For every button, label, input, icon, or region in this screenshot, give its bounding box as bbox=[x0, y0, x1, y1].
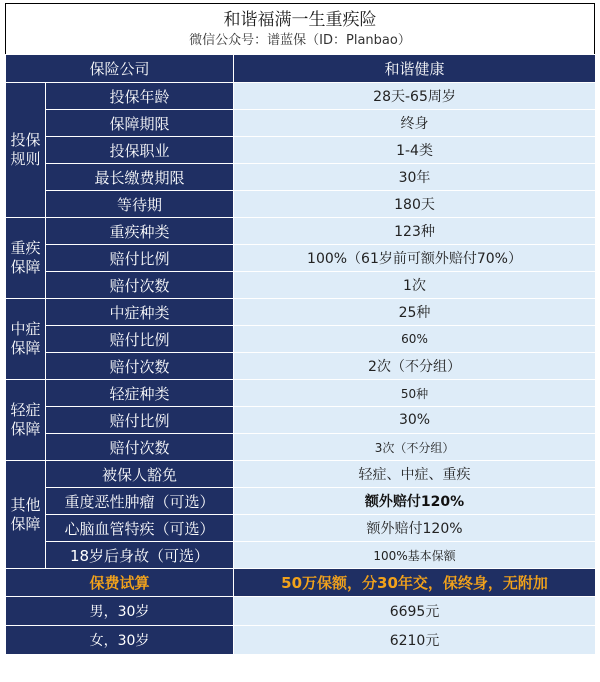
row-value: 100%（61岁前可额外赔付70%） bbox=[234, 245, 596, 272]
row-value: 60% bbox=[234, 326, 596, 353]
row-label: 18岁后身故（可选） bbox=[46, 542, 234, 569]
row-value: 30年 bbox=[234, 164, 596, 191]
row-label: 轻症种类 bbox=[46, 380, 234, 407]
group-critical: 重疾 保障 bbox=[6, 218, 46, 299]
row-value: 终身 bbox=[234, 110, 596, 137]
row-value: 50种 bbox=[234, 380, 596, 407]
table-row bbox=[6, 83, 596, 110]
table-row bbox=[6, 218, 596, 245]
column-product: 和谐健康 bbox=[234, 55, 596, 83]
premium-row-label: 男，30岁 bbox=[6, 597, 234, 626]
page-title: 和谐福满一生重疾险 bbox=[223, 10, 377, 30]
row-label: 等待期 bbox=[46, 191, 234, 218]
premium-row-value: 6695元 bbox=[234, 597, 596, 626]
premium-label: 保费试算 bbox=[6, 569, 234, 597]
table-row bbox=[6, 299, 596, 326]
table-row bbox=[6, 515, 596, 542]
group-medium: 中症 保障 bbox=[6, 299, 46, 380]
table-row bbox=[6, 434, 596, 461]
row-label: 中症种类 bbox=[46, 299, 234, 326]
row-value: 2次（不分组） bbox=[234, 353, 596, 380]
table-row bbox=[6, 272, 596, 299]
row-label: 赔付次数 bbox=[46, 353, 234, 380]
row-label: 最长缴费期限 bbox=[46, 164, 234, 191]
premium-row-value: 6210元 bbox=[234, 626, 596, 655]
premium-row bbox=[6, 626, 596, 655]
row-value: 180天 bbox=[234, 191, 596, 218]
row-label: 赔付比例 bbox=[46, 326, 234, 353]
row-label: 赔付次数 bbox=[46, 434, 234, 461]
group-rules: 投保 规则 bbox=[6, 83, 46, 218]
row-value: 额外赔付120% bbox=[234, 488, 596, 515]
row-value: 100%基本保额 bbox=[234, 542, 596, 569]
premium-row-label: 女，30岁 bbox=[6, 626, 234, 655]
row-label: 保障期限 bbox=[46, 110, 234, 137]
table-row bbox=[6, 542, 596, 569]
row-label: 赔付比例 bbox=[46, 407, 234, 434]
row-label: 重度恶性肿瘤（可选） bbox=[46, 488, 234, 515]
group-mild: 轻症 保障 bbox=[6, 380, 46, 461]
row-label: 投保职业 bbox=[46, 137, 234, 164]
row-label: 重疾种类 bbox=[46, 218, 234, 245]
row-value: 3次（不分组） bbox=[234, 434, 596, 461]
row-value: 轻症、中症、重疾 bbox=[234, 461, 596, 488]
premium-note: 50万保额，分30年交，保终身，无附加 bbox=[234, 569, 596, 597]
table-row bbox=[6, 461, 596, 488]
table-row bbox=[6, 137, 596, 164]
table-row bbox=[6, 353, 596, 380]
row-value: 1-4类 bbox=[234, 137, 596, 164]
page-subtitle: 微信公众号：谱蓝保（ID：Planbao） bbox=[189, 33, 411, 48]
row-value: 25种 bbox=[234, 299, 596, 326]
table-row bbox=[6, 407, 596, 434]
row-value: 额外赔付120% bbox=[234, 515, 596, 542]
column-company: 保险公司 bbox=[6, 55, 234, 83]
row-value: 30% bbox=[234, 407, 596, 434]
row-value: 1次 bbox=[234, 272, 596, 299]
row-label: 心脑血管特疾（可选） bbox=[46, 515, 234, 542]
row-label: 赔付次数 bbox=[46, 272, 234, 299]
table-row bbox=[6, 488, 596, 515]
table-row bbox=[6, 380, 596, 407]
row-label: 被保人豁免 bbox=[46, 461, 234, 488]
comparison-table bbox=[5, 54, 596, 655]
table-row bbox=[6, 110, 596, 137]
row-label: 投保年龄 bbox=[46, 83, 234, 110]
table-header bbox=[5, 3, 595, 54]
table-row bbox=[6, 191, 596, 218]
group-other: 其他 保障 bbox=[6, 461, 46, 569]
row-label: 赔付比例 bbox=[46, 245, 234, 272]
table-row bbox=[6, 326, 596, 353]
table-row bbox=[6, 245, 596, 272]
table-row bbox=[6, 164, 596, 191]
premium-header-row bbox=[6, 569, 596, 597]
table-column-header bbox=[6, 55, 596, 83]
premium-row bbox=[6, 597, 596, 626]
row-value: 123种 bbox=[234, 218, 596, 245]
row-value: 28天-65周岁 bbox=[234, 83, 596, 110]
